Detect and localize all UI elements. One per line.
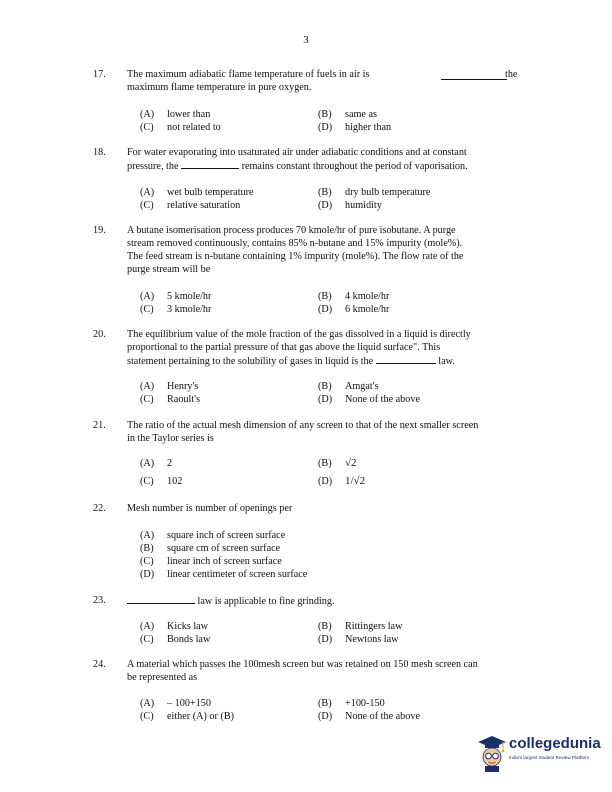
option-c[interactable]: (C) 102 [140, 476, 183, 487]
question-text [127, 594, 519, 608]
option-d[interactable]: (D) 6 kmole/hr [318, 304, 390, 315]
question-line: A material which passes the 100mesh screen but was retained on 150 mesh screen can [127, 659, 478, 670]
question-text [127, 146, 519, 173]
question-line: A butane isomerisation process produces 70 kmole/hr of pure isobutane. A purge [127, 225, 456, 236]
answer-blank [127, 594, 195, 604]
answer-blank [181, 159, 239, 169]
question-text [127, 224, 519, 276]
question-number: 23. [93, 595, 106, 606]
question-line: The feed stream is n-butane containing 1% impurity (mole%). The flow rate of the [127, 251, 464, 262]
question-text [127, 502, 519, 515]
question-line: The maximum adiabatic flame temperature of fuels in air is [127, 69, 370, 80]
options [140, 290, 520, 316]
options [140, 620, 520, 646]
option-c[interactable]: (C) either (A) or (B) [140, 711, 235, 722]
option-a[interactable]: (A) wet bulb temperature [140, 187, 254, 198]
question-line: law is applicable to fine grinding. [197, 596, 335, 607]
question-number: 19. [93, 225, 106, 236]
question-line: maximum flame temperature in pure oxygen. [127, 82, 312, 93]
options [140, 186, 520, 212]
option-d[interactable]: (D) 1/√2 [318, 475, 366, 487]
options [140, 380, 520, 406]
options [140, 108, 520, 134]
question-line: The ratio of the actual mesh dimension of any screen to that of the next smaller screen [127, 420, 479, 431]
options [140, 457, 520, 488]
question-line: proportional to the partial pressure of that gas above the liquid surface". This [127, 342, 441, 353]
question-line: be represented as [127, 672, 198, 683]
question-line: remains constant throughout the period of vaporisation. [241, 161, 468, 172]
graduate-mascot-icon [476, 733, 508, 773]
question-line: law. [438, 356, 455, 367]
option-c[interactable]: (C) linear inch of screen surface [140, 556, 282, 567]
answer-blank [441, 70, 507, 80]
option-d[interactable]: (D) higher than [318, 122, 392, 133]
page-number: 3 [303, 34, 309, 46]
question-text [127, 328, 519, 368]
collegedunia-logo[interactable] [476, 733, 606, 773]
question-text [127, 658, 519, 684]
option-a[interactable]: (A) square inch of screen surface [140, 530, 286, 541]
option-a[interactable]: (A) lower than [140, 109, 211, 120]
option-a[interactable]: (A) Henry's [140, 381, 199, 392]
option-b[interactable]: (B) Amgat's [318, 381, 379, 392]
question-line: pressure, the [127, 161, 179, 172]
option-d[interactable]: (D) linear centimeter of screen surface [140, 569, 308, 580]
logo-wordmark: collegedunia [509, 735, 601, 752]
answer-blank [376, 354, 436, 364]
option-b[interactable]: (B) √2 [318, 457, 357, 469]
question-line: The equilibrium value of the mole fraction of the gas dissolved in a liquid is directly [127, 329, 471, 340]
option-b[interactable]: (B) dry bulb temperature [318, 187, 431, 198]
option-a[interactable]: (A) 2 [140, 458, 173, 469]
options [140, 529, 520, 581]
question-number: 20. [93, 329, 106, 340]
option-b[interactable]: (B) +100-150 [318, 698, 385, 709]
question-number: 17. [93, 69, 106, 80]
question-line-tail: the [505, 69, 518, 80]
question-number: 18. [93, 147, 106, 158]
option-c[interactable]: (C) Bonds law [140, 634, 211, 645]
question-text [127, 68, 519, 94]
question-line: statement pertaining to the solubility of gases in liquid is the [127, 356, 374, 367]
question-line: purge stream will be [127, 264, 211, 275]
question-line: in the Taylor series is [127, 433, 214, 444]
question-line: stream removed continuously, contains 85% n-butane and 15% impurity (mole%). [127, 238, 463, 249]
question-line: Mesh number is number of openings per [127, 503, 293, 514]
option-a[interactable]: (A) Kicks law [140, 621, 209, 632]
option-b[interactable]: (B) 4 kmole/hr [318, 291, 390, 302]
question-text [127, 419, 519, 445]
option-d[interactable]: (D) None of the above [318, 711, 420, 722]
option-d[interactable]: (D) None of the above [318, 394, 420, 405]
option-c[interactable]: (C) Raoult's [140, 394, 200, 405]
option-d[interactable]: (D) Newtons law [318, 634, 399, 645]
option-b[interactable]: (B) Rittingers law [318, 621, 403, 632]
option-a[interactable]: (A) 5 kmole/hr [140, 291, 212, 302]
option-b[interactable]: (B) square cm of screen surface [140, 543, 281, 554]
option-a[interactable]: (A) – 100+150 [140, 698, 211, 709]
option-d[interactable]: (D) humidity [318, 200, 382, 211]
question-number: 21. [93, 420, 106, 431]
options [140, 697, 520, 723]
question-number: 24. [93, 659, 106, 670]
logo-tagline: India's largest Student Review Platform [509, 755, 590, 760]
option-c[interactable]: (C) not related to [140, 122, 221, 133]
option-c[interactable]: (C) relative saturation [140, 200, 241, 211]
question-number: 22. [93, 503, 106, 514]
option-b[interactable]: (B) same as [318, 109, 377, 120]
question-line: For water evaporating into usaturated air under adiabatic conditions and at constant [127, 147, 467, 158]
option-c[interactable]: (C) 3 kmole/hr [140, 304, 212, 315]
